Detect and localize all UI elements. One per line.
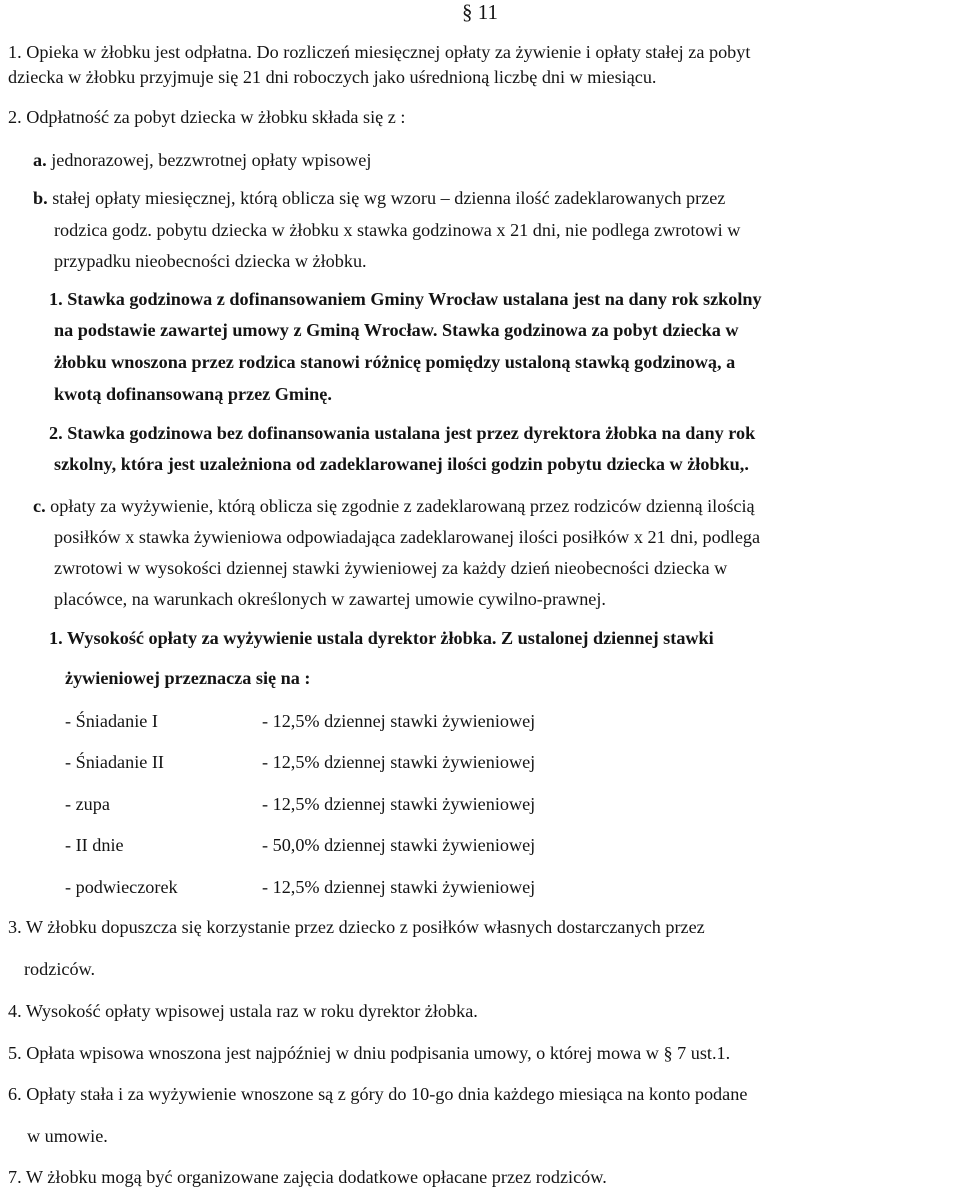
meal-share: - 12,5% dziennej stawki żywieniowej [262,877,536,897]
item-c-label: c. [33,496,46,516]
section-heading: § 11 [462,0,498,24]
rule-1-line-2: na podstawie zawartej umowy z Gminą Wrocław. Stawka godzinowa za pobyt dziecka w [54,320,739,340]
meal-rule-line-1: 1. Wysokość opłaty za wyżywienie ustala dyrektor żłobka. Z ustalonej dziennej stawki [49,628,714,648]
meal-rule-line-2: żywieniowej przeznacza się na : [65,668,311,688]
meal-share: - 12,5% dziennej stawki żywieniowej [262,711,536,731]
paragraph-3-line-1: 3. W żłobku dopuszcza się korzystanie przez dziecko z posiłków własnych dostarczanych przez [8,917,705,937]
rule-1-line-1: 1. Stawka godzinowa z dofinansowaniem Gminy Wrocław ustalana jest na dany rok szkolny [49,289,762,309]
rule-2-line-1: 2. Stawka godzinowa bez dofinansowania ustalana jest przez dyrektora żłobka na dany rok [49,423,756,443]
item-a [33,149,371,171]
meal-name: - podwieczorek [65,877,178,897]
paragraph-3-line-2: rodziców. [24,959,96,979]
item-c-line-3: zwrotowi w wysokości dziennej stawki żywieniowej za każdy dzień nieobecności dziecka w [54,558,728,578]
paragraph-1-line-2: dziecka w żłobku przyjmuje się 21 dni roboczych jako uśrednioną liczbę dni w miesiącu. [8,67,657,87]
item-b-text: stałej opłaty miesięcznej, którą oblicza się wg wzoru – dzienna ilość zadeklarowanych przez [47,188,726,208]
meal-share: - 12,5% dziennej stawki żywieniowej [262,794,536,814]
item-c-line-1 [33,495,755,517]
paragraph-4: 4. Wysokość opłaty wpisowej ustala raz w roku dyrektor żłobka. [8,1001,478,1021]
paragraph-6-line-2: w umowie. [27,1126,108,1146]
paragraph-2: 2. Odpłatność za pobyt dziecka w żłobku składa się z : [8,107,406,127]
item-c-text: opłaty za wyżywienie, którą oblicza się zgodnie z zadeklarowaną przez rodziców dzienną ilością [45,496,755,516]
item-b-line-2: rodzica godz. pobytu dziecka w żłobku x stawka godzinowa x 21 dni, nie podlega zwrotowi w [54,220,741,240]
item-b-line-1 [33,187,725,209]
item-a-label: a. [33,150,47,170]
item-c-line-4: placówce, na warunkach określonych w zawartej umowie cywilno-prawnej. [54,589,606,609]
meal-share: - 12,5% dziennej stawki żywieniowej [262,752,536,772]
paragraph-6-line-1: 6. Opłaty stała i za wyżywienie wnoszone są z góry do 10-go dnia każdego miesiąca na konto podane [8,1084,748,1104]
meal-name: - II dnie [65,835,124,855]
item-c-line-2: posiłków x stawka żywieniowa odpowiadająca zadeklarowanej ilości posiłków x 21 dni, podlega [54,527,761,547]
meal-share: - 50,0% dziennej stawki żywieniowej [262,835,536,855]
rule-1-line-4: kwotą dofinansowaną przez Gminę. [54,384,332,404]
rule-1-line-3: żłobku wnoszona przez rodzica stanowi różnicę pomiędzy ustaloną stawką godzinową, a [54,352,736,372]
meal-name: - zupa [65,794,110,814]
paragraph-1-line-1: 1. Opieka w żłobku jest odpłatna. Do rozliczeń miesięcznej opłaty za żywienie i opłaty stałej za pobyt [8,42,751,62]
paragraph-7: 7. W żłobku mogą być organizowane zajęcia dodatkowe opłacane przez rodziców. [8,1167,607,1187]
item-b-label: b. [33,188,48,208]
meal-name: - Śniadanie I [65,711,158,731]
paragraph-5: 5. Opłata wpisowa wnoszona jest najpóźniej w dniu podpisania umowy, o której mowa w § 7 ust.1. [8,1043,731,1063]
item-b-line-3: przypadku nieobecności dziecka w żłobku. [54,251,367,271]
meal-name: - Śniadanie II [65,752,164,772]
item-a-text: jednorazowej, bezzwrotnej opłaty wpisowej [46,150,372,170]
rule-2-line-2: szkolny, która jest uzależniona od zadeklarowanej ilości godzin pobytu dziecka w żłobku,. [54,454,749,474]
